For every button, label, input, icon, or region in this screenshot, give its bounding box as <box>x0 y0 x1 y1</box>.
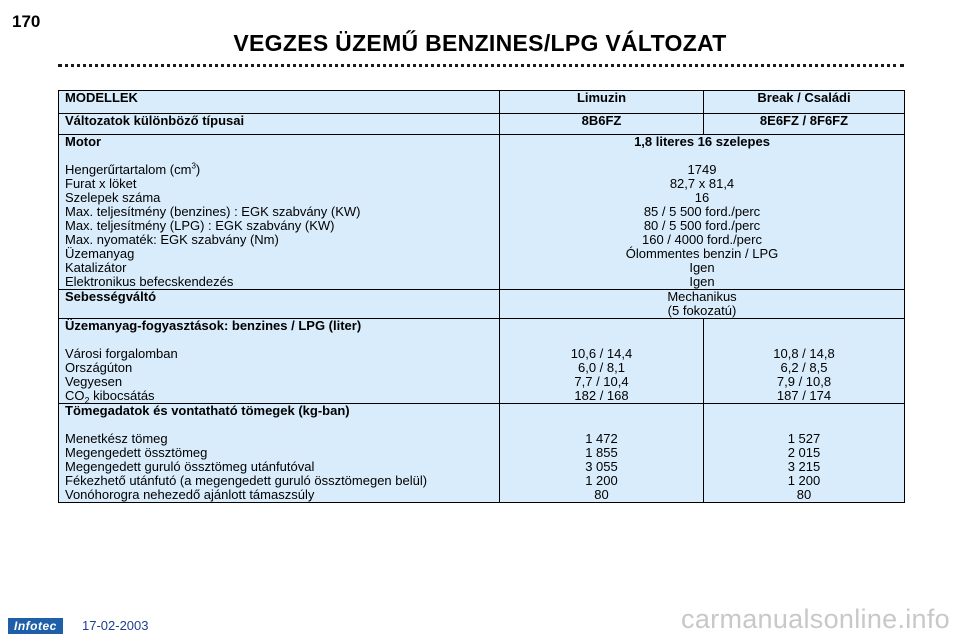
spec-value: 82,7 x 81,4 <box>669 176 735 191</box>
spec-value: 6,0 / 8,1 <box>578 360 625 375</box>
gearbox-title: Sebességváltó <box>65 289 157 304</box>
spec-value: 1 472 <box>585 431 618 446</box>
spec-label: Szelepek száma <box>65 190 161 205</box>
spec-value: 6,2 / 8,5 <box>780 360 828 375</box>
gearbox-value <box>500 290 905 319</box>
spec-value: 160 / 4000 ford./perc <box>642 232 762 247</box>
spec-label: Üzemanyag <box>65 246 135 261</box>
page-number: 170 <box>12 12 41 31</box>
spec-value: 80 <box>796 487 812 502</box>
spec-value: 187 / 174 <box>776 388 832 403</box>
infotec-logo: Infotec <box>8 618 63 634</box>
spec-value: 2 015 <box>787 445 821 460</box>
masses-labels <box>59 404 500 503</box>
co2-label: $CO_2$ kibocsátás <box>65 388 155 406</box>
spec-label: Városi forgalomban <box>65 346 178 361</box>
spec-value: 1 855 <box>585 445 618 460</box>
motor-title: Motor <box>65 134 102 149</box>
header-estate: Break / Családi <box>704 91 905 114</box>
motor-section <box>59 135 905 290</box>
masses-title: Tömegadatok és vontatható tömegek (kg-ban) <box>65 403 350 418</box>
spec-label: Furat x löket <box>65 176 137 191</box>
gearbox-label <box>59 290 500 319</box>
spec-value: Igen <box>689 260 715 275</box>
motor-labels <box>59 135 500 290</box>
spec-value: 80 / 5 500 ford./perc <box>643 218 761 233</box>
types-label: Változatok különböző típusai <box>59 114 500 135</box>
spec-label: Országúton <box>65 360 133 375</box>
page-title: VEGZES ÜZEMŰ BENZINES/LPG VÁLTOZAT <box>233 30 727 56</box>
spec-value: 3 055 <box>585 459 618 474</box>
spec-label: Megengedett guruló össztömeg utánfutóval <box>65 459 315 474</box>
spec-value: 85 / 5 500 ford./perc <box>643 204 761 219</box>
spec-value: 10,6 / 14,4 <box>570 346 633 361</box>
spec-value: 7,9 / 10,8 <box>776 374 832 389</box>
spec-label: Vonóhorogra nehezedő ajánlott támaszsúly <box>65 487 315 502</box>
consumption-section <box>59 319 905 404</box>
consumption-labels <box>59 319 500 404</box>
spec-value: 16 <box>694 190 710 205</box>
consumption-title: Üzemanyag-fogyasztások: benzines / LPG (liter) <box>65 318 362 333</box>
table-header-row <box>59 91 905 114</box>
motor-values <box>500 135 905 290</box>
engine-type: 1,8 literes 16 szelepes <box>634 134 770 149</box>
spec-value: Ólommentes benzin / LPG <box>625 246 779 261</box>
header-sedan: Limuzin <box>500 91 704 114</box>
spec-label: Megengedett össztömeg <box>65 445 208 460</box>
spec-value: 1 527 <box>787 431 821 446</box>
masses-estate <box>704 404 905 503</box>
spec-label: Vegyesen <box>65 374 123 389</box>
gearbox-section <box>59 290 905 319</box>
spec-label: Elektronikus befecskendezés <box>65 274 234 289</box>
title-divider <box>58 64 904 67</box>
site-watermark: carmanualsonline.info <box>681 604 950 634</box>
spec-value: Igen <box>689 274 715 289</box>
spec-value: 1 200 <box>585 473 618 488</box>
spec-label: Katalizátor <box>65 260 127 275</box>
displacement-label: Hengerűrtartalom $(cm^3)$ <box>65 161 201 177</box>
types-sedan: 8B6FZ <box>500 114 704 135</box>
gearbox-gears: (5 fokozatú) <box>667 303 737 318</box>
gearbox-type: Mechanikus <box>667 289 737 304</box>
spec-label: Max. nyomaték: EGK szabvány (Nm) <box>65 232 279 247</box>
spec-value: 1749 <box>687 162 717 177</box>
spec-label: Fékezhető utánfutó (a megengedett guruló össztömegen belül) <box>65 473 428 488</box>
header-models: MODELLEK <box>59 91 500 114</box>
spec-value: 7,7 / 10,4 <box>574 374 629 389</box>
spec-value: 10,8 / 14,8 <box>773 346 835 361</box>
print-date: 17-02-2003 <box>82 618 149 633</box>
spec-label: Menetkész tömeg <box>65 431 168 446</box>
types-row <box>59 114 905 135</box>
types-estate: 8E6FZ / 8F6FZ <box>704 114 905 135</box>
spec-value: 1 200 <box>787 473 821 488</box>
consumption-estate <box>704 319 905 404</box>
spec-value: 3 215 <box>787 459 821 474</box>
spec-value: 80 <box>594 487 609 502</box>
spec-label: Max. teljesítmény (LPG) : EGK szabvány (KW) <box>65 218 335 233</box>
masses-section <box>59 404 905 503</box>
spec-value: 182 / 168 <box>574 388 629 403</box>
spec-label: Max. teljesítmény (benzines) : EGK szabvány (KW) <box>65 204 361 219</box>
specification-table <box>58 90 905 503</box>
consumption-sedan <box>500 319 704 404</box>
masses-sedan <box>500 404 704 503</box>
